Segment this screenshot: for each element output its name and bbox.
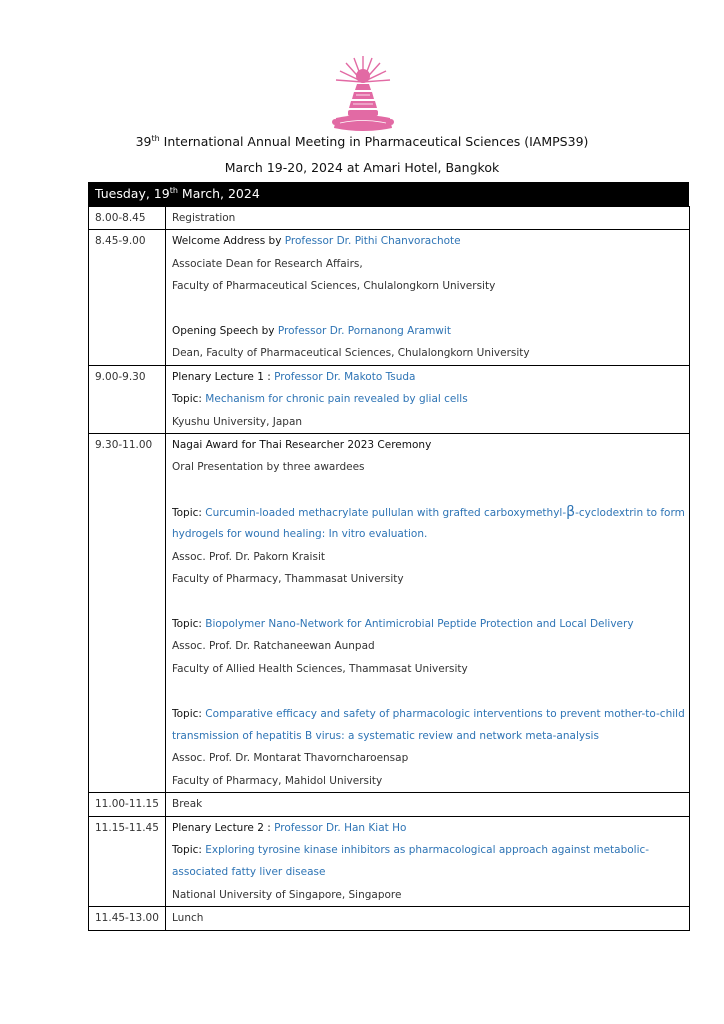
affiliation: Faculty of Pharmaceutical Sciences, Chulalongkorn University — [172, 280, 496, 293]
schedule-table — [88, 206, 690, 931]
affiliation: National University of Singapore, Singapore — [172, 888, 402, 901]
time-cell: 11.45-13.00 — [95, 912, 159, 925]
affiliation: Kyushu University, Japan — [172, 415, 303, 428]
time-cell: 8.00-8.45 — [95, 212, 146, 224]
affiliation: Dean, Faculty of Pharmaceutical Sciences, Chulalongkorn University — [172, 347, 530, 360]
topic-continuation: associated fatty liver disease — [172, 866, 326, 879]
topic-continuation: transmission of hepatitis B virus: a systematic review and network meta-analysis — [172, 729, 599, 742]
topic-continuation: hydrogels for wound healing: In vitro evaluation. — [172, 528, 428, 541]
time-cell: 9.30-11.00 — [95, 438, 153, 451]
speaker-name: Professor Dr. Makoto Tsuda — [274, 370, 416, 383]
speaker-name: Professor Dr. Pithi Chanvorachote — [284, 235, 461, 248]
table-row — [89, 433, 690, 792]
affiliation: Faculty of Allied Health Sciences, Thammasat University — [172, 662, 468, 675]
page-title: 39th International Annual Meeting in Pharmaceutical Sciences (IAMPS39) — [135, 133, 589, 149]
table-row — [89, 793, 690, 816]
topic-line: Topic: Mechanism for chronic pain revealed by glial cells — [172, 393, 468, 406]
time-cell: 9.00-9.30 — [95, 370, 146, 383]
speaker-name: Professor Dr. Han Kiat Ho — [274, 821, 407, 834]
presenter-name: Assoc. Prof. Dr. Ratchaneewan Aunpad — [172, 640, 375, 653]
presenter-name: Assoc. Prof. Dr. Pakorn Kraisit — [172, 550, 325, 563]
session-text: Registration — [172, 212, 236, 224]
topic-line: Topic: Comparative efficacy and safety of pharmacologic interventions to prevent mother-to-child — [172, 707, 685, 720]
time-cell: 11.00-11.15 — [95, 798, 159, 811]
time-cell: 8.45-9.00 — [95, 235, 146, 248]
table-row — [89, 365, 690, 433]
time-cell: 11.15-11.45 — [95, 821, 159, 834]
table-row — [89, 907, 690, 930]
topic-line: Topic: Exploring tyrosine kinase inhibitors as pharmacological approach against metabolic- — [172, 843, 650, 856]
lecture-line: Plenary Lecture 1 : Professor Dr. Makoto Tsuda — [172, 370, 416, 383]
speaker-name: Professor Dr. Pornanong Aramwit — [277, 324, 451, 337]
topic-line: Topic: Curcumin-loaded methacrylate pullulan with grafted carboxymethyl-β-cyclodextrin to form — [172, 504, 685, 521]
presenter-name: Assoc. Prof. Dr. Montarat Thavorncharoensap — [172, 752, 409, 765]
session-text: Break — [172, 798, 203, 811]
page-subtitle: March 19-20, 2024 at Amari Hotel, Bangkok — [224, 160, 500, 175]
lecture-line: Plenary Lecture 2 : Professor Dr. Han Kiat Ho — [172, 821, 407, 834]
affiliation: Faculty of Pharmacy, Mahidol University — [172, 774, 383, 787]
chulalongkorn-emblem-icon — [330, 52, 396, 136]
table-row — [89, 816, 690, 907]
session-title: Nagai Award for Thai Researcher 2023 Ceremony — [172, 438, 432, 451]
table-row — [89, 230, 690, 365]
affiliation: Faculty of Pharmacy, Thammasat University — [172, 573, 404, 586]
welcome-line: Welcome Address by Professor Dr. Pithi Chanvorachote — [172, 235, 461, 248]
topic-line: Topic: Biopolymer Nano-Network for Antimicrobial Peptide Protection and Local Delivery — [172, 618, 634, 631]
table-row — [89, 207, 690, 230]
opening-line: Opening Speech by Professor Dr. Pornanong Aramwit — [172, 324, 451, 337]
session-subtitle: Oral Presentation by three awardees — [172, 461, 365, 474]
day-header: Tuesday, 19th March, 2024 — [88, 182, 689, 206]
session-text: Lunch — [172, 912, 204, 925]
affiliation: Associate Dean for Research Affairs, — [172, 257, 363, 270]
